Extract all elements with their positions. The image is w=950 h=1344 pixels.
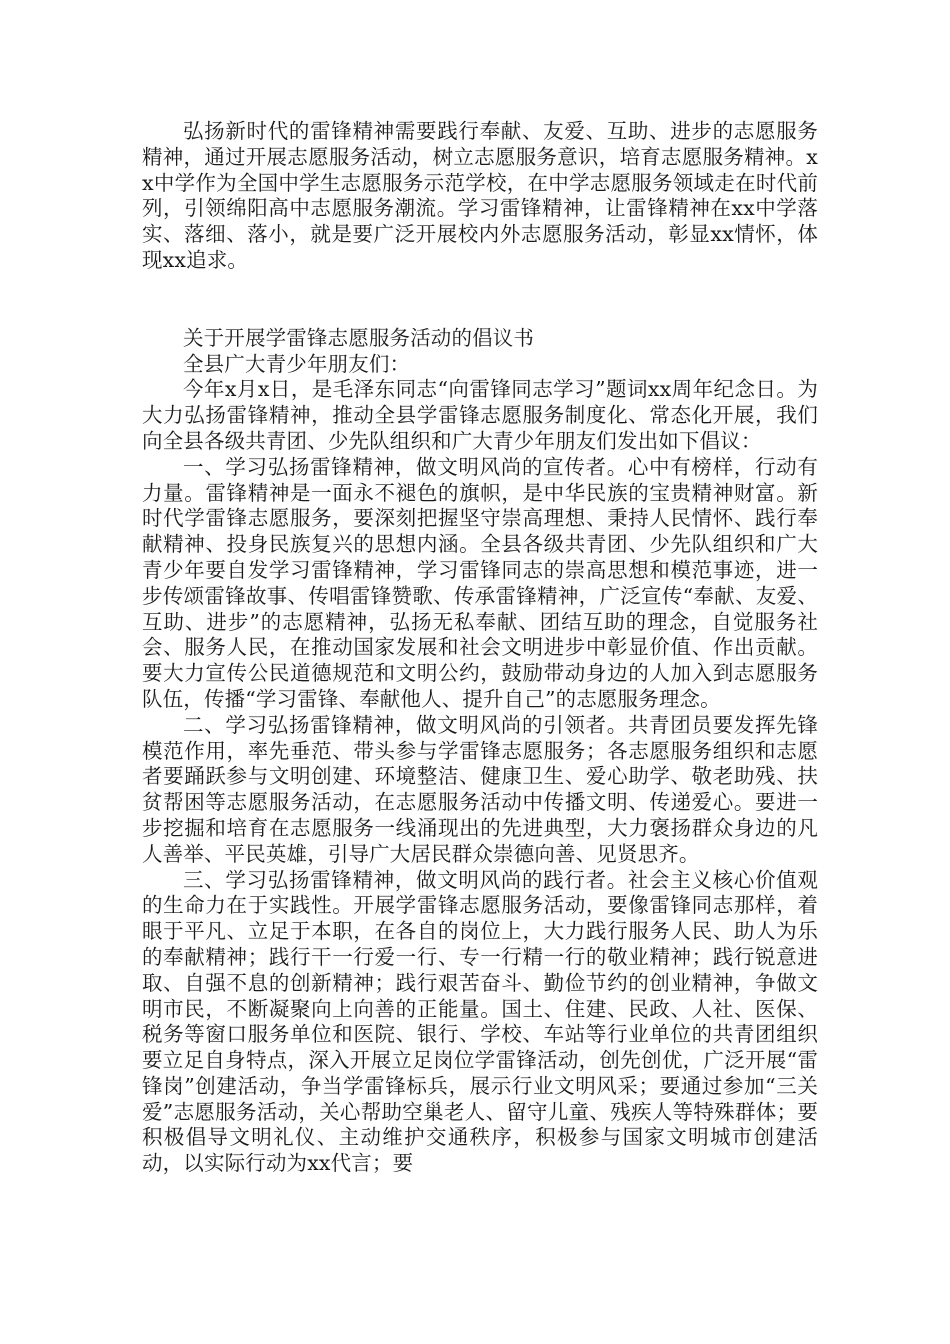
document-title: 关于开展学雷锋志愿服务活动的倡议书 [183, 325, 535, 350]
salutation: 全县广大青少年朋友们： [183, 351, 411, 376]
body-paragraph-two: 二、学习弘扬雷锋精神，做文明风尚的引领者。共青团员要发挥先锋模范作用，率先垂范、带头参与学雷锋志愿服务；各志愿服务组织和志愿者要踊跃参与文明创建、环境整洁、健康卫生、爱心助学、敬老助残、扶贫帮困等志愿服务活动，在志愿服务活动中传播文明、传递爱心。要进一步挖掘和培育在志愿服务一线涌现出的先进典型，大力褒扬群众身边的凡人善举、平民英雄，引导广大居民群众崇德向善、见贤思齐。 [142, 712, 818, 866]
body-paragraph-date: 今年x月x日，是毛泽东同志“向雷锋同志学习”题词xx周年纪念日。为大力弘扬雷锋精神，推动全县学雷锋志愿服务制度化、常态化开展，我们向全县各级共青团、少先队组织和广大青少年朋友们发出如下倡议： [142, 377, 818, 453]
document-body [142, 119, 818, 1177]
intro-paragraph: 弘扬新时代的雷锋精神需要践行奉献、友爱、互助、进步的志愿服务精神，通过开展志愿服务活动，树立志愿服务意识，培育志愿服务精神。xx中学作为全国中学生志愿服务示范学校，在中学志愿服务领域走在时代前列，引领绵阳高中志愿服务潮流。学习雷锋精神，让雷锋精神在xx中学落实、落细、落小，就是要广泛开展校内外志愿服务活动，彰显xx情怀，体现xx追求。 [142, 119, 818, 272]
body-paragraph-three: 三、学习弘扬雷锋精神，做文明风尚的践行者。社会主义核心价值观的生命力在于实践性。开展学雷锋志愿服务活动，要像雷锋同志那样，着眼于平凡、立足于本职，在各自的岗位上，大力践行服务人民、助人为乐的奉献精神；践行干一行爱一行、专一行精一行的敬业精神；践行锐意进取、自强不息的创新精神；践行艰苦奋斗、勤俭节约的创业精神，争做文明市民，不断凝聚向上向善的正能量。国土、住建、民政、人社、医保、税务等窗口服务单位和医院、银行、学校、车站等行业单位的共青团组织要立足自身特点，深入开展立足岗位学雷锋活动，创先创优，广泛开展“雷锋岗”创建活动，争当学雷锋标兵，展示行业文明风采；要通过参加“三关爱”志愿服务活动，关心帮助空巢老人、留守儿童、残疾人等特殊群体；要积极倡导文明礼仪、主动维护交通秩序，积极参与国家文明城市创建活动，以实际行动为xx代言；要 [142, 867, 818, 1176]
body-paragraph-one: 一、学习弘扬雷锋精神，做文明风尚的宣传者。心中有榜样，行动有力量。雷锋精神是一面永不褪色的旗帜，是中华民族的宝贵精神财富。新时代学雷锋志愿服务，要深刻把握坚守崇高理想、秉持人民情怀、践行奉献精神、投身民族复兴的思想内涵。全县各级共青团、少先队组织和广大青少年要自发学习雷锋精神，学习雷锋同志的崇高思想和模范事迹，进一步传颂雷锋故事、传唱雷锋赞歌、传承雷锋精神，广泛宣传“奉献、友爱、互助、进步”的志愿精神，弘扬无私奉献、团结互助的理念，自觉服务社会、服务人民，在推动国家发展和社会文明进步中彰显价值、作出贡献。要大力宣传公民道德规范和文明公约，鼓励带动身边的人加入到志愿服务队伍，传播“学习雷锋、奉献他人、提升自己”的志愿服务理念。 [142, 454, 818, 711]
